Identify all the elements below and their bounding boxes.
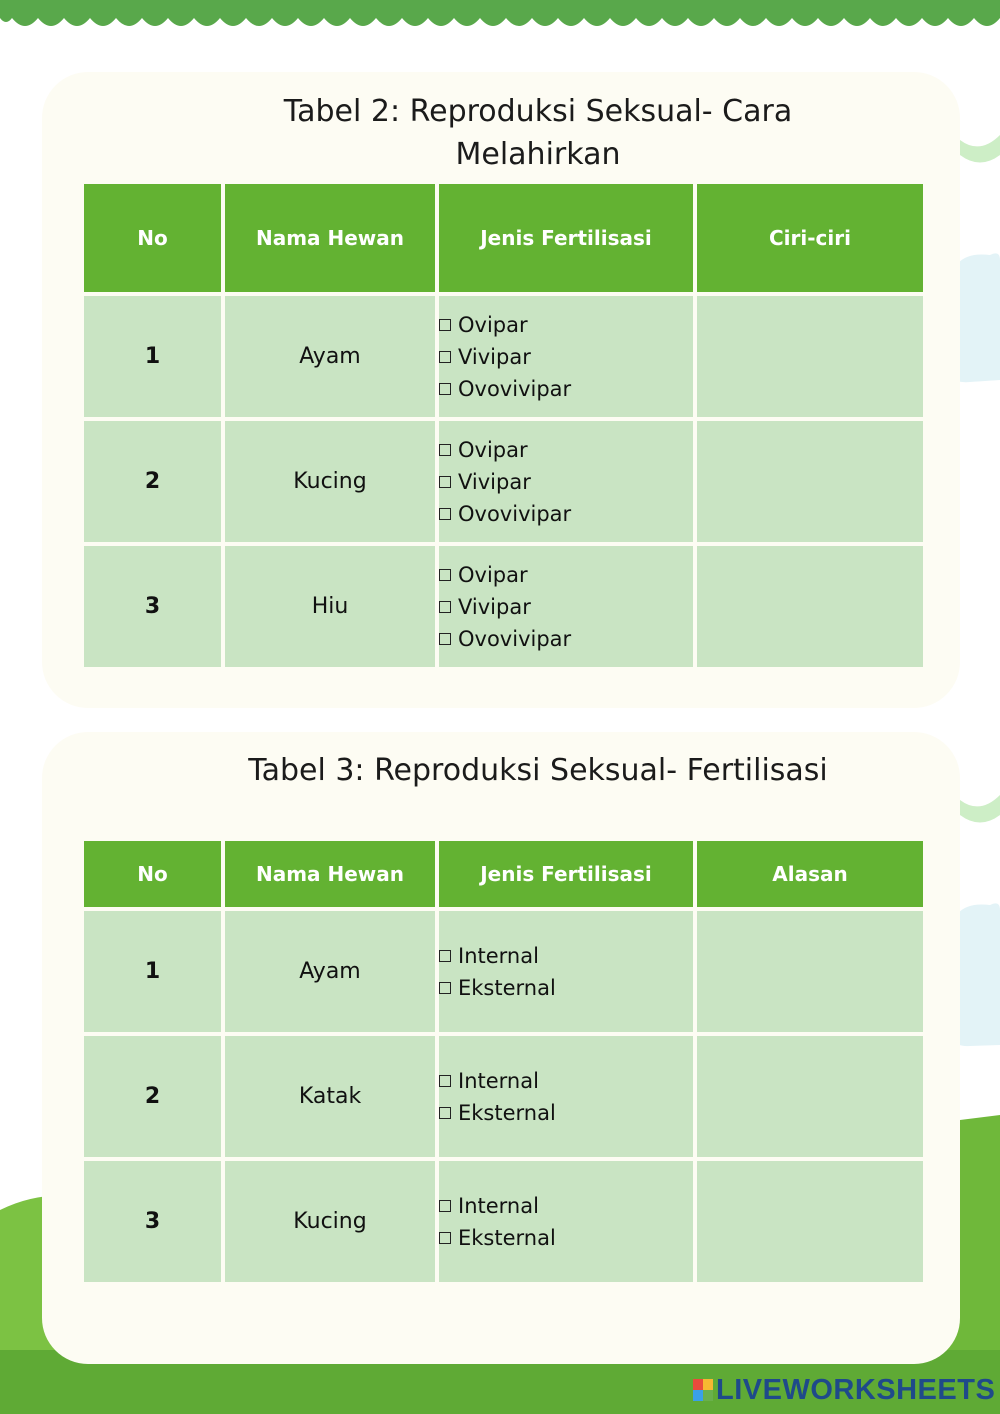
row-number: 2: [84, 1036, 221, 1157]
answer-cell[interactable]: [697, 421, 923, 542]
header-nama-hewan: Nama Hewan: [225, 184, 435, 292]
table-row: [84, 546, 923, 667]
animal-name: Kucing: [225, 1161, 435, 1282]
options-cell: [439, 546, 693, 667]
option-internal[interactable]: Internal: [439, 1065, 693, 1097]
table2-header-row: [84, 184, 923, 292]
row-number: 3: [84, 1161, 221, 1282]
animal-name: Ayam: [225, 911, 435, 1032]
table2: [80, 180, 927, 671]
table2-title-line1: Tabel 2: Reproduksi Seksual- Cara: [283, 94, 793, 129]
checkbox-icon[interactable]: [439, 569, 451, 581]
option-vivipar[interactable]: Vivipar: [439, 341, 693, 373]
options-cell: [439, 296, 693, 417]
table2-title: [38, 90, 1000, 176]
animal-name: Hiu: [225, 546, 435, 667]
header-alasan: Alasan: [697, 841, 923, 907]
option-ovipar[interactable]: Ovipar: [439, 559, 693, 591]
row-number: 1: [84, 911, 221, 1032]
option-vivipar[interactable]: Vivipar: [439, 466, 693, 498]
answer-cell[interactable]: [697, 546, 923, 667]
checkbox-icon[interactable]: [439, 982, 451, 994]
checkbox-icon[interactable]: [439, 383, 451, 395]
checkbox-icon[interactable]: [439, 601, 451, 613]
option-ovipar[interactable]: Ovipar: [439, 434, 693, 466]
brand-text: LIVEWORKSHEETS: [716, 1373, 996, 1406]
checkbox-icon[interactable]: [439, 950, 451, 962]
checkbox-icon[interactable]: [439, 319, 451, 331]
table-row: [84, 911, 923, 1032]
animal-name: Kucing: [225, 421, 435, 542]
header-no: No: [84, 841, 221, 907]
checkbox-icon[interactable]: [439, 1200, 451, 1212]
option-ovovivipar[interactable]: Ovovivipar: [439, 373, 693, 405]
header-ciri-ciri: Ciri-ciri: [697, 184, 923, 292]
table-row: [84, 421, 923, 542]
checkbox-icon[interactable]: [439, 476, 451, 488]
option-internal[interactable]: Internal: [439, 1190, 693, 1222]
liveworksheets-brand[interactable]: [693, 1374, 995, 1406]
table3-title: Tabel 3: Reproduksi Seksual- Fertilisasi: [248, 753, 828, 788]
header-jenis-fertilisasi: Jenis Fertilisasi: [439, 184, 693, 292]
option-eksternal[interactable]: Eksternal: [439, 1097, 693, 1129]
options-cell: [439, 911, 693, 1032]
header-jenis-fertilisasi: Jenis Fertilisasi: [439, 841, 693, 907]
checkbox-icon[interactable]: [439, 444, 451, 456]
answer-cell[interactable]: [697, 911, 923, 1032]
table-row: [84, 1036, 923, 1157]
table2-title-line2: Melahirkan: [455, 137, 621, 172]
checkbox-icon[interactable]: [439, 633, 451, 645]
animal-name: Ayam: [225, 296, 435, 417]
option-internal[interactable]: Internal: [439, 940, 693, 972]
table3: [80, 837, 927, 1286]
checkbox-icon[interactable]: [439, 1107, 451, 1119]
answer-cell[interactable]: [697, 1161, 923, 1282]
animal-name: Katak: [225, 1036, 435, 1157]
table3-header-row: [84, 841, 923, 907]
answer-cell[interactable]: [697, 1036, 923, 1157]
checkbox-icon[interactable]: [439, 351, 451, 363]
liveworksheets-logo-icon: [693, 1379, 713, 1401]
header-no: No: [84, 184, 221, 292]
header-nama-hewan: Nama Hewan: [225, 841, 435, 907]
option-ovovivipar[interactable]: Ovovivipar: [439, 623, 693, 655]
table-row: [84, 1161, 923, 1282]
row-number: 3: [84, 546, 221, 667]
option-ovipar[interactable]: Ovipar: [439, 309, 693, 341]
top-wave-border: [0, 0, 1000, 40]
option-eksternal[interactable]: Eksternal: [439, 1222, 693, 1254]
row-number: 1: [84, 296, 221, 417]
option-ovovivipar[interactable]: Ovovivipar: [439, 498, 693, 530]
checkbox-icon[interactable]: [439, 1232, 451, 1244]
option-vivipar[interactable]: Vivipar: [439, 591, 693, 623]
answer-cell[interactable]: [697, 296, 923, 417]
option-eksternal[interactable]: Eksternal: [439, 972, 693, 1004]
table-row: [84, 296, 923, 417]
checkbox-icon[interactable]: [439, 508, 451, 520]
options-cell: [439, 421, 693, 542]
row-number: 2: [84, 421, 221, 542]
options-cell: [439, 1036, 693, 1157]
checkbox-icon[interactable]: [439, 1075, 451, 1087]
options-cell: [439, 1161, 693, 1282]
